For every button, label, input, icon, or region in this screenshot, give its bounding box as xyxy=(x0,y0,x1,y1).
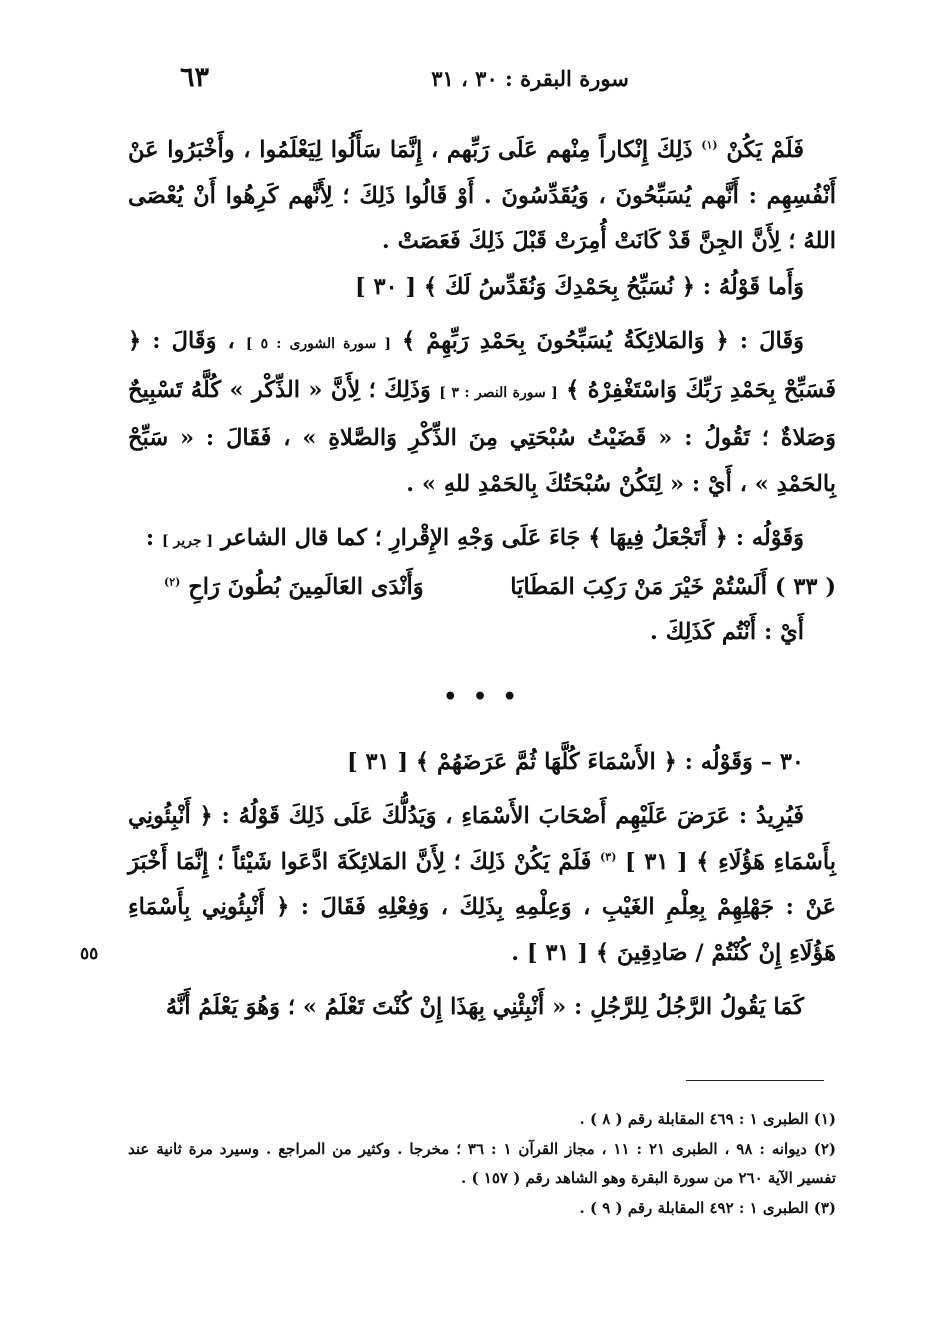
verse-number: ( ٣٣ ) xyxy=(774,573,836,600)
footnotes xyxy=(128,1105,836,1223)
paragraph-3-part-b: ، وَقَالَ : ﴿ فَسَبِّحْ بِحَمْدِ رَبِّكَ وَاسْتَغْفِرْهُ ﴾ xyxy=(128,328,837,403)
verse-first-text: أَلَسْتُمْ خَيْرَ مَنْ رَكِبَ المَطَايَا xyxy=(510,573,768,600)
main-text xyxy=(128,128,836,1031)
manuscript-margin-number: ٥٥ xyxy=(80,944,99,964)
footnote-3: (٣) الطبرى ١ : ٤٩٢ المقابلة رقم ( ٩ ) . xyxy=(579,1198,836,1217)
verse-second-text: وَأَنْدَى العَالَمِينَ بُطُونَ رَاحِ xyxy=(188,573,424,600)
footnote-1: (١) الطبرى ١ : ٤٦٩ المقابلة رقم ( ٨ ) . xyxy=(579,1110,836,1128)
paragraph-2: وَأَما قَوْلُهُ : ﴿ نُسَبِّحُ بِحَمْدِكَ وَنُقَدِّسُ لَكَ ﴾ [ ٣٠ ] xyxy=(354,273,804,300)
paragraph-4 xyxy=(128,516,836,565)
page-header xyxy=(120,62,831,102)
running-title: سورة البقرة : ٣٠ ، ٣١ xyxy=(431,66,629,91)
poetry-verse xyxy=(128,565,836,611)
paragraph-3 xyxy=(128,319,836,507)
footnote-marker-3: (٣) xyxy=(600,850,617,863)
footnote-marker-1: (١) xyxy=(701,138,718,152)
page-number: ٦٣ xyxy=(180,62,210,93)
paragraph-8: كَمَا يَقُولُ الرَّجُلُ لِلرَّجُلِ : « أَنْبِئْنِي بِهَذَا إِنْ كُنْتَ تَعْلَمُ » ؛ وَهُوَ يَعْلَمُ أَنَّهُ xyxy=(165,994,804,1020)
paragraph-6: ٣٠ – وَقَوْلُه : ﴿ الأَسْمَاءَ كُلَّهَا ثُمَّ عَرَضَهُمْ ﴾ [ ٣١ ] xyxy=(346,748,804,775)
paragraph-4-part-a: وَقَوْلُه : ﴿ أَتَجْعَلُ فِيهَا ﴾ جَاءَ عَلَى وَجْهِ الإِقْرارِ ؛ كما قال الشاعر xyxy=(213,525,804,551)
paragraph-1-rest: ذَلِكَ إِنْكاراً مِنْهم عَلَى رَبِّهم ، إِنَّمَا سَأَلُوا لِيَعْلَمُوا ، وأَخْبَرُوا عَنْ أَنْفُسِهِم : أَنَّهم يُسَبِّحُونَ ، وَيُقَدِّسُونَ . أَوْ قَالُوا ذَلِكَ ؛ لِأَنَّهم كَرِهُوا أَنْ يُعْصَى اللهُ ؛ لِأَنَّ الجِنَّ قَدْ كَانَتْ أُمِرَتْ قَبْلَ ذَلِكَ فَعَصَتْ . xyxy=(128,137,836,254)
paragraph-7 xyxy=(128,794,836,976)
paragraph-3-part-a: وَقَالَ : ﴿ وَالمَلائِكَةُ يُسَبِّحُونَ بِحَمْدِ رَبِّهِمْ ﴾ xyxy=(390,328,804,354)
paragraph-7-part-a: فَيُرِيدُ : عَرَضَ عَلَيْهِم أَصْحَابَ الأَسْمَاءِ ، وَيَدُلُّكَ عَلَى ذَلِكَ قَوْلُهُ : ﴿ أَنْبِئُونِي بِأَسْمَاءِ هَؤُلَاءِ ﴾ [ ٣١ ] xyxy=(128,803,837,875)
quran-reference-nasr: [ سورة النصر : ٣ ] xyxy=(439,384,558,401)
footnote-2: (٢) ديوانه : ٩٨ ، الطبرى ٢١ : ١١ ، مجاز القرآن ١ : ٣٦ ؛ مخرجا . وكثير من المراجع . وسيرد مرة ثانية عند تفسير الآية ٢٦٠ من سورة البقرة وهو الشاهد رقم ( ١٥٧ ) . xyxy=(128,1139,837,1187)
paragraph-1-start: فَلَمْ يَكُنْ xyxy=(726,137,805,163)
quran-reference-shura: [ سورة الشورى : ٥ ] xyxy=(245,336,391,352)
poet-name: [ جرير ] xyxy=(162,533,214,549)
paragraph-5: أَيْ : أَنْتُم كَذَلِكَ . xyxy=(650,619,804,645)
paragraph-3-part-c: وَذَلِكَ ؛ لِأَنَّ « الذِّكْر » كُلَّهُ تَسْبِيحٌ وَصَلاةٌ ؛ تَقُولُ : « قَضَيْتُ سُبْحَتِي مِنَ الذِّكْرِ وَالصَّلاةِ » ، فَقَالَ : « سَبِّحْ بِالحَمْدِ » ، أَيْ : « لِتَكُنْ سُبْحَتُكَ بِالحَمْدِ للهِ » . xyxy=(128,376,836,497)
footnote-marker-2: (٢) xyxy=(164,575,181,588)
verse-second-hemistich xyxy=(164,565,424,611)
paragraph-4-part-b: : xyxy=(145,525,163,551)
paragraph-7-part-b: فَلَمْ يَكُنْ ذَلِكَ ؛ لِأَنَّ المَلائِكَةَ ادَّعَوا شَيْئاً ؛ إِنَّمَا أَخْبَرَ عَنْ : جَهْلِهِمْ بِعِلْمِ الغَيْبِ ، وَعِلْمِهِ بِذَلِكَ ، وَفِعْلِهِ فَقَالَ : ﴿ أَنْبِئُونِي بِأَسْمَاءِ هَؤُلَاءِ إِنْ كُنْتُمْ / صَادِقِينَ ﴾ [ ٣١ ] . xyxy=(128,848,836,966)
paragraph-1 xyxy=(128,128,836,265)
verse-first-hemistich xyxy=(510,565,836,611)
footnote-divider xyxy=(686,1080,824,1081)
section-separator: • • • xyxy=(443,683,521,710)
